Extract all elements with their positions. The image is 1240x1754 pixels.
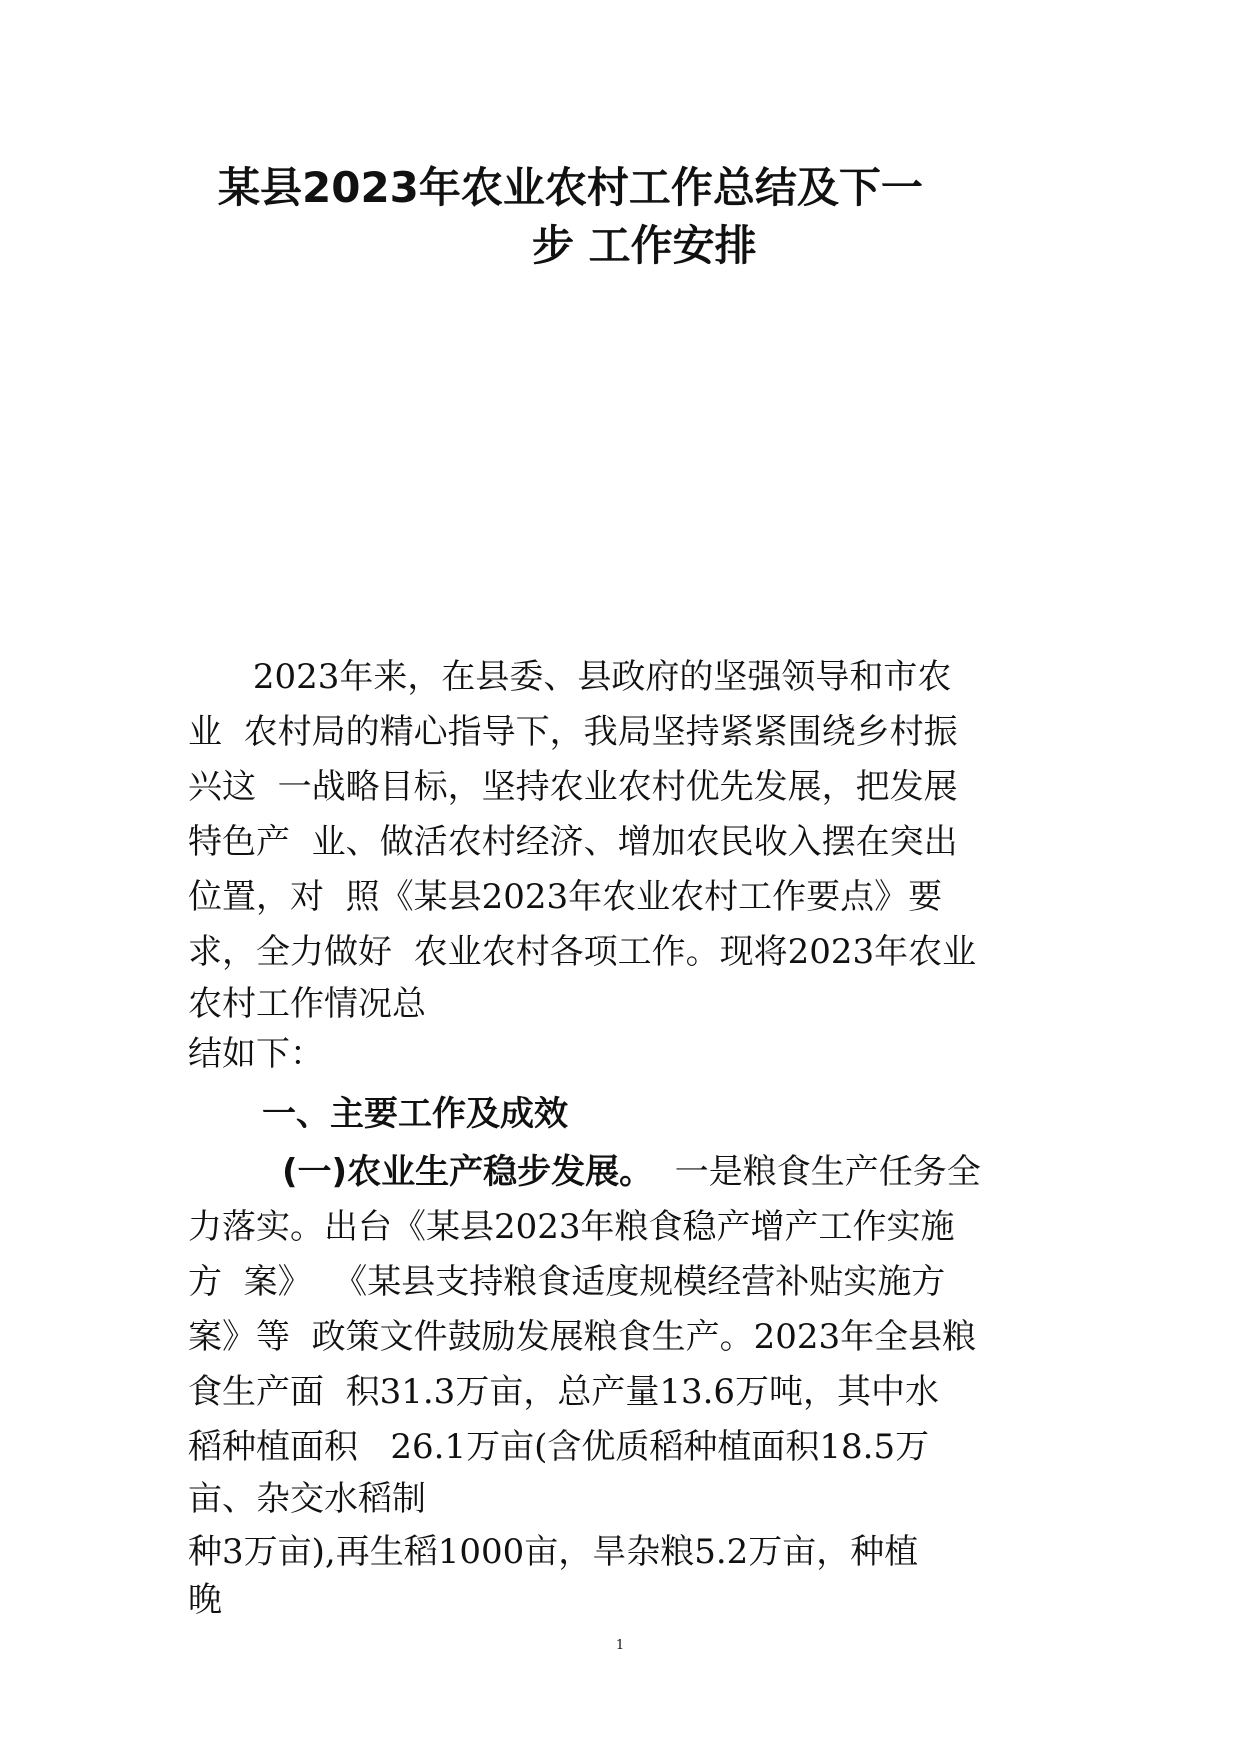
paragraph-line: 方 案》 《某县支持粮食适度规模经营补贴实施方 (188, 1262, 946, 1302)
paragraph-line: 食生产面 积31.3万亩，总产量13.6万吨，其中水 (188, 1372, 940, 1412)
paragraph-line: 晚 (188, 1580, 222, 1620)
paragraph-line: 农村工作情况总 (188, 984, 426, 1024)
paragraph-line: 业 农村局的精心指导下，我局坚持紧紧围绕乡村振 (188, 712, 958, 752)
paragraph-line: 兴这 一战略目标，坚持农业农村优先发展，把发展 (188, 767, 958, 807)
document-title-line-2: 步 工作安排 (532, 221, 757, 270)
section-heading: 一、主要工作及成效 (262, 1094, 568, 1134)
paragraph-line: 案》等 政策文件鼓励发展粮食生产。2023年全县粮 (188, 1317, 977, 1357)
paragraph-line: 特色产 业、做活农村经济、增加农民收入摆在突出 (188, 822, 958, 862)
paragraph-line: 力落实。出台《某县2023年粮食稳产增产工作实施 (188, 1207, 955, 1247)
paragraph-line: 种3万亩),再生稻1000亩，旱杂粮5.2万亩，种植 (188, 1532, 919, 1572)
paragraph-line: 求，全力做好 农业农村各项工作。现将2023年农业 (188, 932, 977, 972)
paragraph-line: 亩、杂交水稻制 (188, 1479, 426, 1519)
subsection-first-line-text: 一是粮食生产任务全 (653, 1152, 981, 1192)
paragraph-line: 结如下： (188, 1034, 324, 1074)
paragraph-line: 位置，对 照《某县2023年农业农村工作要点》要 (188, 877, 943, 917)
paragraph-line: 2023年来，在县委、县政府的坚强领导和市农 (188, 657, 952, 697)
document-title-line-1: 某县2023年农业农村工作总结及下一 (218, 163, 923, 212)
page-number: 1 (615, 1638, 625, 1653)
paragraph-line: 稻种植面积 26.1万亩(含优质稻种植面积18.5万 (188, 1427, 930, 1467)
subsection-first-line (282, 1150, 1152, 1194)
subsection-label: (一)农业生产稳步发展。 (282, 1152, 654, 1192)
